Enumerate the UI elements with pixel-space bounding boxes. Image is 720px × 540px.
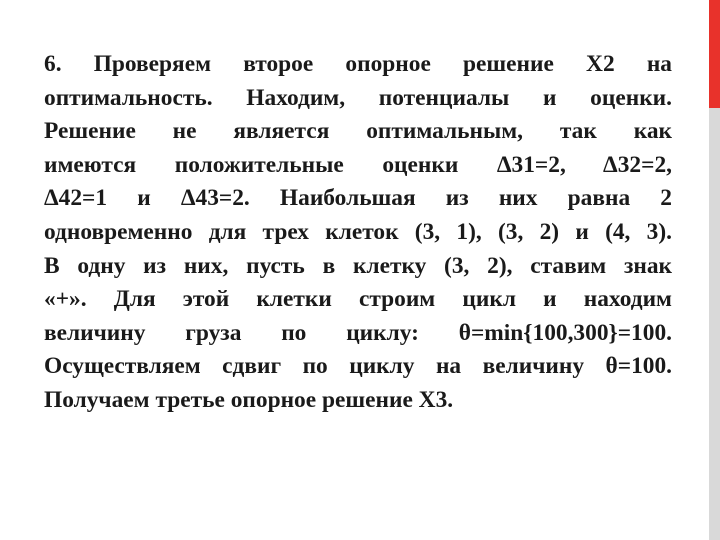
text-line-2: оптимальность. Находим, потенциалы и оценки. [44, 84, 672, 111]
text-line-4: имеются положительные оценки Δ31=2, Δ32=2, [44, 151, 672, 178]
text-line-5: Δ42=1 и Δ43=2. Наибольшая из них равна 2 [44, 185, 672, 212]
accent-bar-gray [709, 108, 720, 540]
text-line-6: одновременно для трех клеток (3, 1), (3, 2) и (4, 3). [44, 218, 672, 245]
accent-bar-red [709, 0, 720, 108]
slide-text [44, 48, 672, 418]
text-line-7: В одну из них, пусть в клетку (3, 2), ставим знак [44, 252, 672, 279]
text-line-11: Получаем третье опорное решение X3. [44, 386, 454, 413]
text-line-8: «+». Для этой клетки строим цикл и находим [44, 286, 672, 313]
text-line-3: Решение не является оптимальным, так как [44, 118, 672, 145]
text-line-9: величину груза по циклу: θ=min{100,300}=100. [44, 319, 672, 346]
text-line-10: Осуществляем сдвиг по циклу на величину θ=100. [44, 353, 672, 380]
text-line-1: 6. Проверяем второе опорное решение X2 на [44, 51, 672, 77]
